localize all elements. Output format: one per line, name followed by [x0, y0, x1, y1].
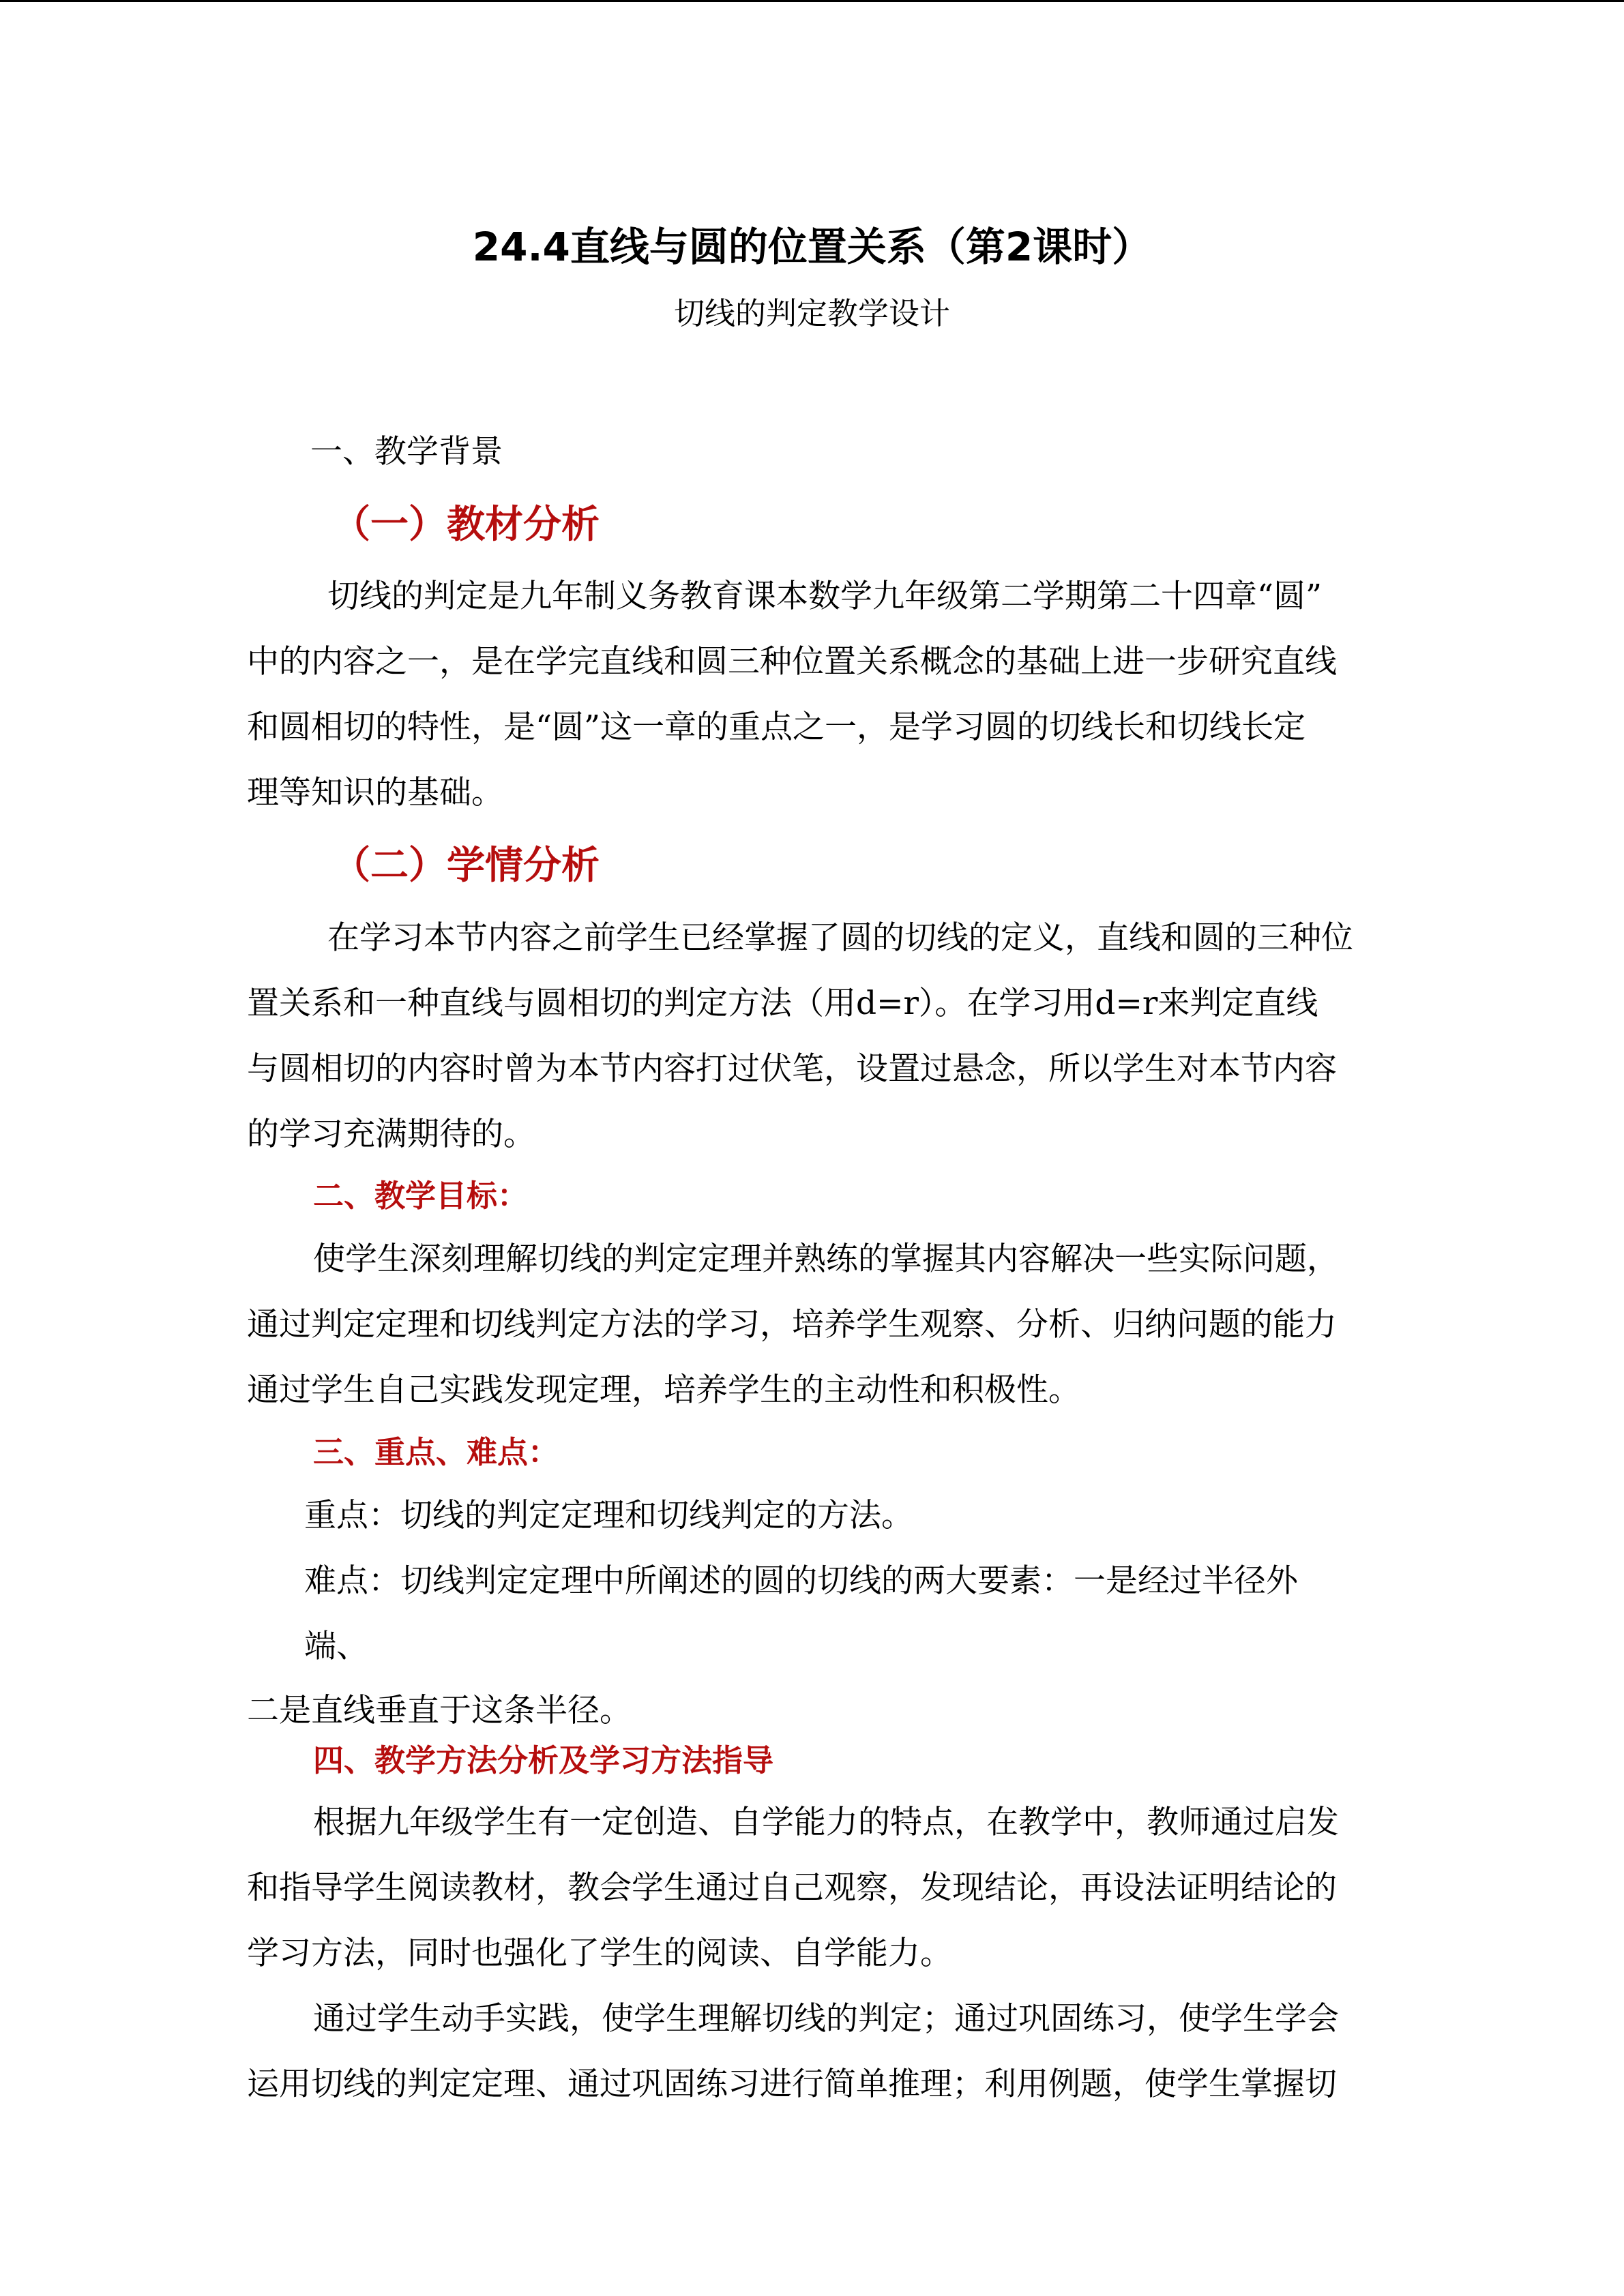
paragraph-line: 理等知识的基础。	[247, 774, 503, 811]
paragraph-line: 和圆相切的特性，是“圆”这一章的重点之一，是学习圆的切线长和切线长定	[247, 709, 1306, 746]
paragraph-line: 在学习本节内容之前学生已经掌握了圆的切线的定义，直线和圆的三种位	[327, 919, 1353, 957]
paragraph-line: 运用切线的判定定理、通过巩固练习进行简单推理；利用例题，使学生掌握切	[247, 2066, 1337, 2103]
section-heading-methods: 四、教学方法分析及学习方法指导	[313, 1742, 774, 1778]
section-heading-key-points: 三、重点、难点：	[313, 1434, 559, 1470]
difficulty-line: 二是直线垂直于这条半径。	[247, 1692, 632, 1729]
paragraph-line: 置关系和一种直线与圆相切的判定方法（用d=r）。在学习用d=r来判定直线	[247, 985, 1318, 1022]
document-subtitle: 切线的判定教学设计	[673, 295, 950, 331]
paragraph-line: 的学习充满期待的。	[247, 1116, 535, 1153]
paragraph-line: 通过学生自己实践发现定理，培养学生的主动性和积极性。	[247, 1371, 1080, 1409]
key-point-line: 重点：切线的判定定理和切线判定的方法。	[304, 1497, 913, 1534]
paragraph-line: 通过学生动手实践，使学生理解切线的判定；通过巩固练习，使学生学会	[313, 2000, 1339, 2038]
subsection-heading-student-analysis: （二）学情分析	[332, 844, 600, 888]
paragraph-line: 通过判定定理和切线判定方法的学习，培养学生观察、分析、归纳问题的能力	[247, 1306, 1337, 1343]
document-title: 24.4直线与圆的位置关系（第2课时）	[472, 224, 1152, 270]
paragraph-line: 与圆相切的内容时曾为本节内容打过伏笔，设置过悬念，所以学生对本节内容	[247, 1050, 1337, 1088]
section-heading-objectives: 二、教学目标：	[313, 1178, 529, 1214]
paragraph-line: 根据九年级学生有一定创造、自学能力的特点，在教学中，教师通过启发	[313, 1804, 1339, 1841]
paragraph-line: 使学生深刻理解切线的判定定理并熟练的掌握其内容解决一些实际问题，	[313, 1240, 1339, 1278]
subsection-heading-textbook-analysis: （一）教材分析	[332, 503, 600, 547]
paragraph-line: 切线的判定是九年制义务教育课本数学九年级第二学期第二十四章“圆”	[327, 578, 1323, 615]
paragraph-line: 和指导学生阅读教材，教会学生通过自己观察，发现结论，再设法证明结论的	[247, 1869, 1337, 1907]
section-heading-background: 一、教学背景	[310, 433, 503, 471]
difficulty-line: 端、	[304, 1628, 368, 1665]
difficulty-line: 难点：切线判定定理中所阐述的圆的切线的两大要素：一是经过半径外	[304, 1562, 1298, 1600]
paragraph-line: 中的内容之一，是在学完直线和圆三种位置关系概念的基础上进一步研究直线	[247, 643, 1337, 681]
paragraph-line: 学习方法，同时也强化了学生的阅读、自学能力。	[247, 1935, 952, 1972]
